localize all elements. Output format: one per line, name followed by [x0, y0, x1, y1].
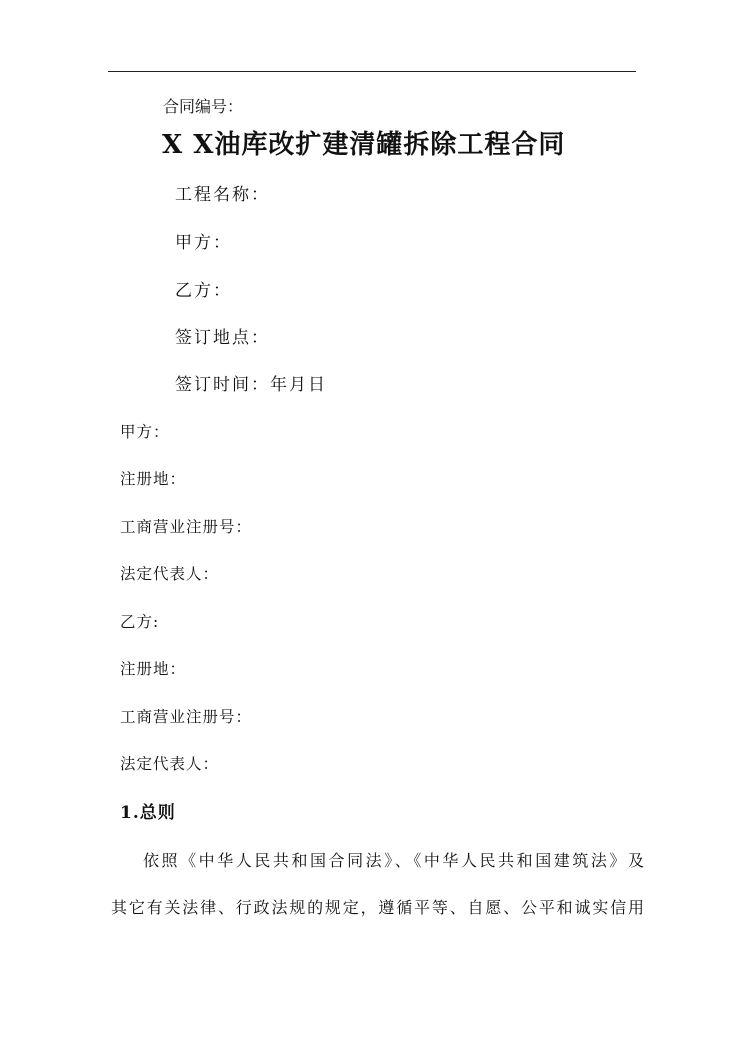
header-rule	[108, 71, 636, 72]
section-heading: 1.总则	[120, 803, 176, 823]
party-a-registered-address: 注册地：	[120, 470, 187, 488]
paragraph-line-2: 其它有关法律、行政法规的规定，遵循平等、自愿、公平和诚实信用	[111, 898, 644, 917]
party-b-registered-address: 注册地：	[120, 660, 187, 678]
party-b-field: 乙方：	[175, 281, 232, 301]
document-title: X X油库改扩建清罐拆除工程合同	[162, 130, 566, 160]
paragraph-line-1: 依照《中华人民共和国合同法》、《中华人民共和国建筑法》及	[143, 851, 644, 870]
party-b-business-reg-no: 工商营业注册号：	[120, 708, 253, 726]
party-a-label: 甲方：	[120, 423, 170, 441]
signing-place-field: 签订地点：	[175, 328, 270, 348]
project-name-field: 工程名称：	[175, 185, 270, 205]
party-b-label: 乙方:	[120, 613, 160, 631]
contract-number-label: 合同编号：	[163, 99, 244, 116]
signing-time-field: 签订时间：年月日	[175, 375, 327, 395]
party-a-business-reg-no: 工商营业注册号：	[120, 518, 253, 536]
party-b-legal-rep: 法定代表人：	[120, 755, 220, 773]
party-a-legal-rep: 法定代表人：	[120, 565, 220, 583]
party-a-field: 甲方：	[175, 233, 232, 253]
